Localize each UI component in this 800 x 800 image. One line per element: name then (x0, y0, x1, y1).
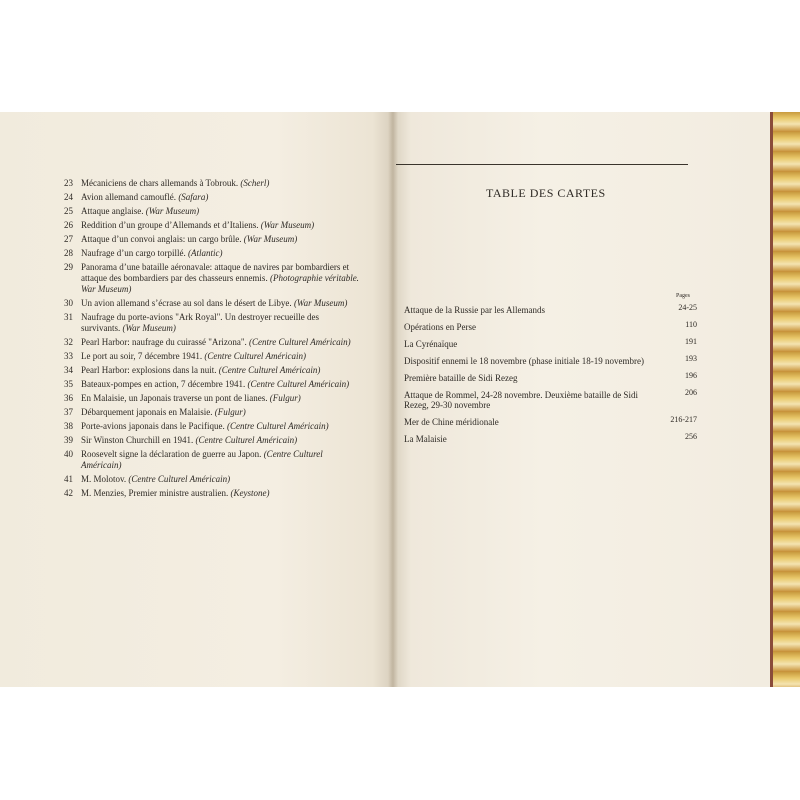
maps-title: TABLE DES CARTES (486, 186, 606, 200)
plate-source: (Centre Culturel Américain) (204, 351, 307, 361)
plate-caption-text: Mécaniciens de chars allemands à Tobrouk. (81, 178, 239, 188)
map-entry (404, 305, 697, 315)
plate-caption (81, 262, 360, 295)
plate-entry (64, 407, 360, 418)
plate-number: 27 (64, 234, 73, 244)
map-title: Dispositif ennemi le 18 novembre (phase initiale 18-19 novembre) (404, 356, 644, 366)
map-entry (404, 339, 697, 349)
plate-number: 38 (64, 421, 73, 431)
plate-caption-text: Attaque anglaise. (81, 206, 144, 216)
plate-source: (Fulgur) (214, 407, 246, 417)
map-title: Mer de Chine méridionale (404, 417, 499, 427)
plate-source: (Centre Culturel Américain) (81, 449, 323, 470)
plate-entry (64, 393, 360, 404)
plate-caption-text: Porte-avions japonais dans le Pacifique. (81, 421, 225, 431)
plate-caption-text: Naufrage du porte-avions "Ark Royal". Un destroyer recueille des survivants. (81, 312, 320, 333)
plate-source: (War Museum) (122, 323, 176, 333)
plate-entry (64, 449, 360, 471)
plate-caption (81, 474, 360, 485)
plate-caption-text: Bateaux-pompes en action, 7 décembre 1941. (81, 379, 246, 389)
page-edges (770, 112, 800, 687)
plate-caption-text: Naufrage d’un cargo torpillé. (81, 248, 186, 258)
plate-entry (64, 379, 360, 390)
plate-number: 23 (64, 178, 73, 188)
map-entry (404, 356, 697, 366)
map-title: Opérations en Perse (404, 322, 476, 332)
plate-number: 25 (64, 206, 73, 216)
plate-number: 35 (64, 379, 73, 389)
plate-number: 39 (64, 435, 73, 445)
plate-entry (64, 365, 360, 376)
plate-entry (64, 351, 360, 362)
map-page-number: 216-217 (670, 415, 697, 424)
plate-entry (64, 178, 360, 189)
plate-source: (War Museum) (260, 220, 315, 230)
map-title: La Cyrénaïque (404, 339, 458, 349)
plate-caption (81, 220, 360, 231)
plate-caption (81, 365, 360, 376)
plate-entry (64, 435, 360, 446)
plate-entry (64, 474, 360, 485)
plate-entry (64, 421, 360, 432)
header-rule (396, 164, 688, 165)
plate-entry (64, 248, 360, 259)
plate-source: (Scherl) (240, 178, 270, 188)
plate-source: (Atlantic) (188, 248, 223, 258)
plate-number: 26 (64, 220, 73, 230)
plate-number: 37 (64, 407, 73, 417)
plate-caption (81, 435, 360, 446)
plate-number: 36 (64, 393, 73, 403)
plate-entry (64, 234, 360, 245)
plate-caption-text: Pearl Harbor: explosions dans la nuit. (81, 365, 217, 375)
map-entry (404, 417, 697, 427)
plate-caption (81, 248, 360, 259)
map-page-number: 256 (685, 432, 697, 441)
plate-source: (Centre Culturel Américain) (226, 421, 329, 431)
plate-caption-text: Avion allemand camouflé. (81, 192, 177, 202)
plate-entry (64, 298, 360, 309)
map-entry (404, 434, 697, 444)
plate-caption (81, 488, 360, 499)
map-title: La Malaisie (404, 434, 447, 444)
map-page-number: 193 (685, 354, 697, 363)
plate-source: (Photographie véritable. War Museum) (81, 273, 359, 294)
plate-caption (81, 351, 360, 362)
map-page-number: 191 (685, 337, 697, 346)
plate-caption (81, 206, 360, 217)
plate-caption-text: M. Molotov. (81, 474, 127, 484)
plate-entry (64, 220, 360, 231)
plate-caption-text: Panorama d’une bataille aéronavale: attaque de navires par bombardiers et attaque des bombardiers par des chasseurs ennemis. (81, 262, 350, 283)
plate-number: 31 (64, 312, 73, 322)
plate-caption (81, 178, 360, 189)
plate-source: (Keystone) (230, 488, 270, 498)
plate-source: (Fulgur) (269, 393, 301, 403)
plate-entry (64, 206, 360, 217)
plate-caption (81, 449, 360, 471)
map-title: Première bataille de Sidi Rezeg (404, 373, 518, 383)
plate-caption-text: Débarquement japonais en Malaisie. (81, 407, 213, 417)
map-page-number: 110 (685, 320, 697, 329)
plate-source: (Centre Culturel Américain) (249, 337, 351, 347)
plate-caption (81, 421, 360, 432)
plate-source: (War Museum) (243, 234, 298, 244)
left-page (0, 112, 392, 687)
plate-number: 33 (64, 351, 73, 361)
plate-number: 29 (64, 262, 73, 272)
map-page-number: 24-25 (678, 303, 697, 312)
plate-source: (Centre Culturel Américain) (195, 435, 298, 445)
plate-caption (81, 192, 360, 203)
plate-number: 30 (64, 298, 73, 308)
plate-number: 28 (64, 248, 73, 258)
plate-caption-text: Sir Winston Churchill en 1941. (81, 435, 194, 445)
map-title: Attaque de Rommel, 24-28 novembre. Deuxième bataille de Sidi Rezeg, 29-30 novembre (404, 390, 638, 410)
plate-entry (64, 488, 360, 499)
plate-caption (81, 312, 360, 334)
plate-number: 34 (64, 365, 73, 375)
plate-caption-text: M. Menzies, Premier ministre australien. (81, 488, 229, 498)
plate-caption (81, 337, 360, 348)
plates-list (64, 178, 360, 502)
plate-caption (81, 379, 360, 390)
map-title: Attaque de la Russie par les Allemands (404, 305, 545, 315)
plate-number: 40 (64, 449, 73, 459)
plate-caption-text: Le port au soir, 7 décembre 1941. (81, 351, 203, 361)
plate-entry (64, 192, 360, 203)
book-spine (388, 112, 398, 687)
plate-number: 32 (64, 337, 73, 347)
plate-caption-text: Reddition d’un groupe d’Allemands et d’Italiens. (81, 220, 259, 230)
plate-source: (Centre Culturel Américain) (218, 365, 321, 375)
plate-caption-text: Attaque d’un convoi anglais: un cargo brûle. (81, 234, 242, 244)
plate-source: (Safara) (178, 192, 209, 202)
plate-caption (81, 393, 360, 404)
plate-source: (Centre Culturel Américain) (128, 474, 231, 484)
pages-header: Pages (676, 293, 690, 299)
plate-entry (64, 312, 360, 334)
plate-source: (War Museum) (145, 206, 200, 216)
plate-source: (Centre Culturel Américain) (247, 379, 350, 389)
plate-caption-text: En Malaisie, un Japonais traverse un pont de lianes. (81, 393, 268, 403)
plate-caption (81, 234, 360, 245)
map-entry (404, 373, 697, 383)
plate-caption-text: Un avion allemand s’écrase au sol dans le désert de Libye. (81, 298, 292, 308)
plate-caption (81, 298, 360, 309)
maps-list (404, 305, 697, 451)
map-entry (404, 322, 697, 332)
map-page-number: 206 (685, 388, 697, 397)
plate-number: 41 (64, 474, 73, 484)
open-book (0, 112, 800, 687)
plate-entry (64, 337, 360, 348)
map-entry (404, 390, 697, 410)
plate-source: (War Museum) (293, 298, 348, 308)
map-page-number: 196 (685, 371, 697, 380)
plate-number: 42 (64, 488, 73, 498)
plate-caption (81, 407, 360, 418)
plate-entry (64, 262, 360, 295)
plate-caption-text: Roosevelt signe la déclaration de guerre au Japon. (81, 449, 262, 459)
plate-caption-text: Pearl Harbor: naufrage du cuirassé "Arizona". (81, 337, 247, 347)
plate-number: 24 (64, 192, 73, 202)
